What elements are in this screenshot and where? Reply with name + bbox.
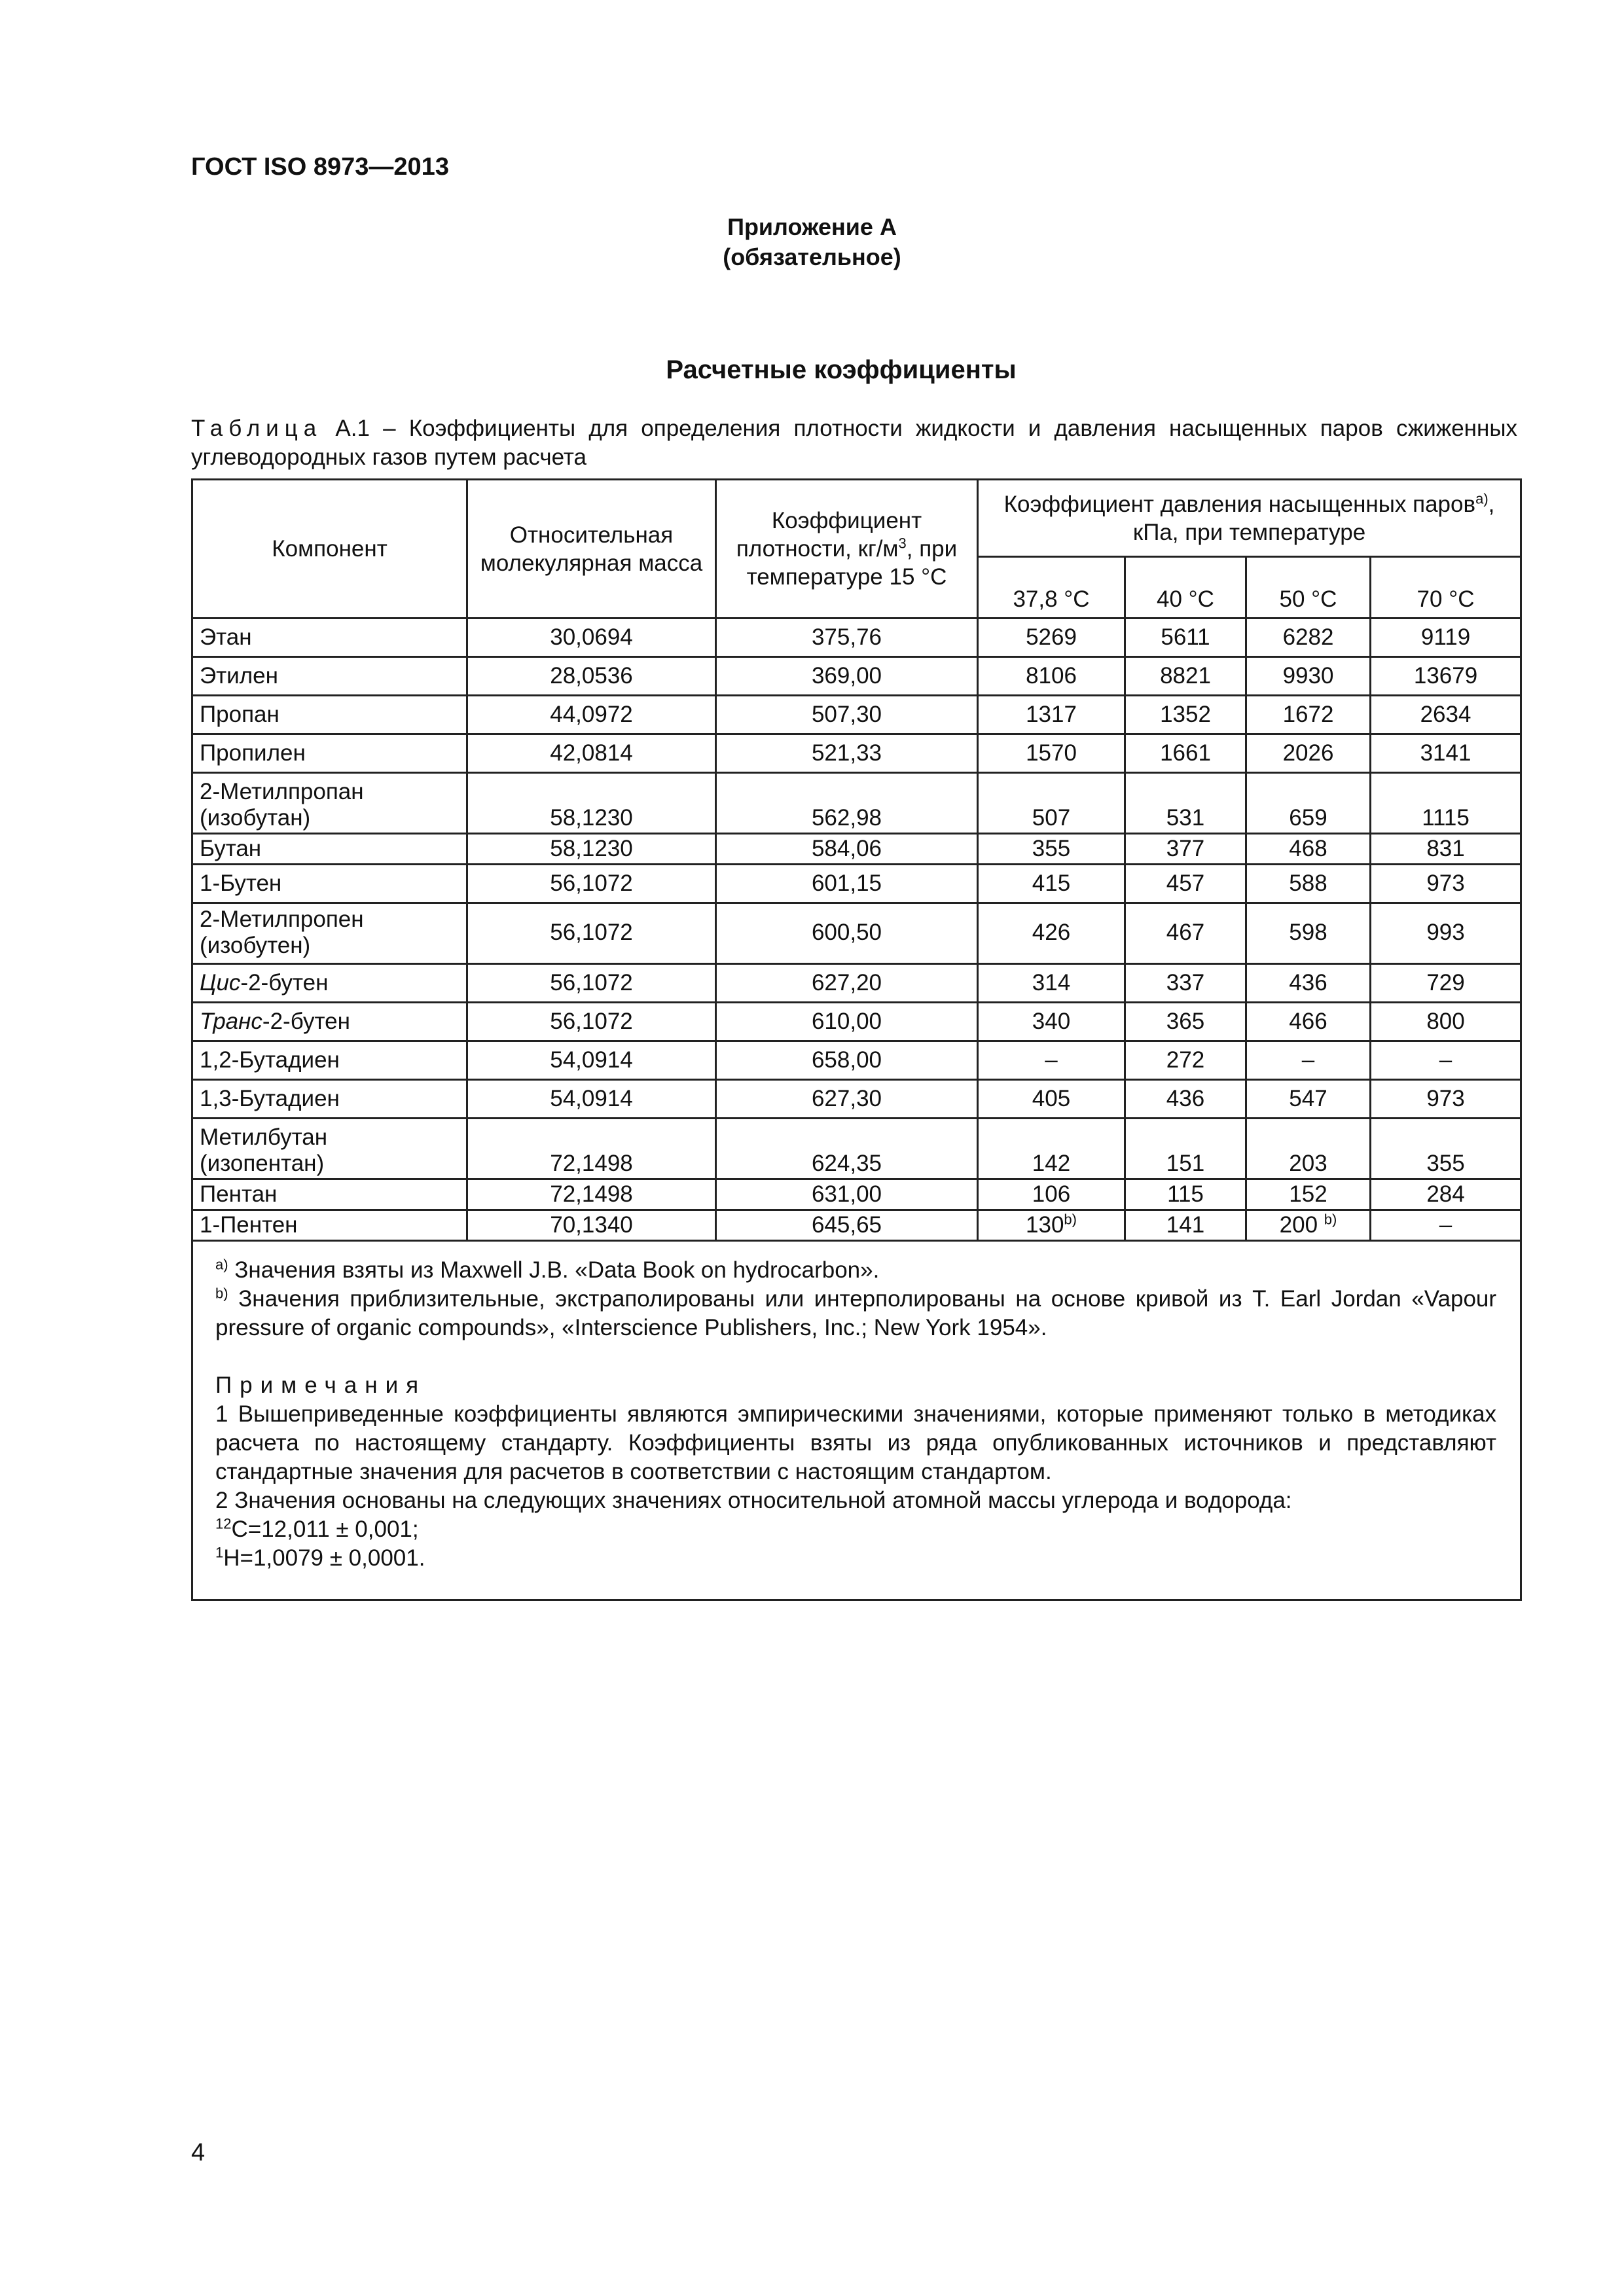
cell-pressure: 5269: [978, 619, 1125, 657]
page-number: 4: [191, 2139, 206, 2166]
cell-mass: 72,1498: [467, 1119, 716, 1179]
cell-pressure: 365: [1125, 1003, 1246, 1041]
cell-density: 627,30: [716, 1080, 978, 1119]
cell-pressure: –: [1246, 1041, 1371, 1080]
cell-pressure: 598: [1246, 903, 1371, 964]
cell-pressure: 130$^{b)}$: [978, 1210, 1125, 1241]
standard-header: ГОСТ ISO 8973—2013: [191, 153, 449, 181]
table-row: [192, 773, 1521, 834]
cell-mass: 58,1230: [467, 834, 716, 865]
cell-component: Цис-2-бутен: [192, 964, 467, 1003]
cell-density: 507,30: [716, 696, 978, 734]
cell-pressure: 8106: [978, 657, 1125, 696]
table-row: [192, 865, 1521, 903]
cell-mass: 70,1340: [467, 1210, 716, 1241]
cell-component: Бутан: [192, 834, 467, 865]
footnote-b: $^{b)}$ Значения приблизительные, экстраполированы или интерполированы на основе кривой из T. Earl Jordan «Vapour pressure of organic compounds», «Interscience Publishers, Inc.; New York 1954».: [215, 1285, 1497, 1340]
cell-pressure: 405: [978, 1080, 1125, 1119]
cell-density: 627,20: [716, 964, 978, 1003]
cell-pressure: 831: [1371, 834, 1521, 865]
header-molar-mass: Относительная молекулярная масса: [467, 480, 716, 619]
cell-density: 375,76: [716, 619, 978, 657]
cell-density: 624,35: [716, 1119, 978, 1179]
cell-component: 1,2-Бутадиен: [192, 1041, 467, 1080]
table-notes-row: [192, 1241, 1521, 1600]
notes-heading: Примечания: [215, 1372, 427, 1398]
cell-pressure: 436: [1246, 964, 1371, 1003]
header-temp-40: 40 °С: [1125, 557, 1246, 619]
cell-pressure: 1317: [978, 696, 1125, 734]
cell-pressure: 115: [1125, 1179, 1246, 1210]
header-component: Компонент: [192, 480, 467, 619]
cell-pressure: 272: [1125, 1041, 1246, 1080]
cell-pressure: 355: [978, 834, 1125, 865]
cell-pressure: 13679: [1371, 657, 1521, 696]
cell-mass: 44,0972: [467, 696, 716, 734]
table-caption-prefix: Таблица: [191, 416, 323, 441]
cell-pressure: 588: [1246, 865, 1371, 903]
cell-pressure: 3141: [1371, 734, 1521, 773]
table-row: [192, 834, 1521, 865]
cell-component: Этилен: [192, 657, 467, 696]
coefficients-table: [191, 478, 1522, 1601]
cell-component: 1-Бутен: [192, 865, 467, 903]
cell-pressure: 2026: [1246, 734, 1371, 773]
table-row: [192, 964, 1521, 1003]
cell-density: 645,65: [716, 1210, 978, 1241]
cell-component: Пентан: [192, 1179, 467, 1210]
cell-density: 369,00: [716, 657, 978, 696]
cell-pressure: 200 $^{b)}$: [1246, 1210, 1371, 1241]
cell-mass: 42,0814: [467, 734, 716, 773]
cell-component: Этан: [192, 619, 467, 657]
cell-component: 1,3-Бутадиен: [192, 1080, 467, 1119]
cell-mass: 56,1072: [467, 964, 716, 1003]
cell-component: 2-Метилпропен (изобутен): [192, 903, 467, 964]
cell-mass: 56,1072: [467, 903, 716, 964]
cell-pressure: 1115: [1371, 773, 1521, 834]
cell-pressure: 1352: [1125, 696, 1246, 734]
cell-pressure: 9119: [1371, 619, 1521, 657]
cell-mass: 56,1072: [467, 1003, 716, 1041]
table-row: [192, 1080, 1521, 1119]
cell-pressure: 203: [1246, 1119, 1371, 1179]
cell-pressure: 340: [978, 1003, 1125, 1041]
cell-pressure: 467: [1125, 903, 1246, 964]
cell-density: 521,33: [716, 734, 978, 773]
cell-pressure: 152: [1246, 1179, 1371, 1210]
cell-density: 631,00: [716, 1179, 978, 1210]
cell-pressure: 468: [1246, 834, 1371, 865]
table-row: [192, 1210, 1521, 1241]
cell-component: 1-Пентен: [192, 1210, 467, 1241]
cell-pressure: 729: [1371, 964, 1521, 1003]
table-caption-text: А.1 – Коэффициенты для определения плотности жидкости и давления насыщенных паров сжиженных углеводородных газов путем расчета: [191, 416, 1517, 470]
cell-pressure: 8821: [1125, 657, 1246, 696]
header-pressure: Коэффициент давления насыщенных паров$^{a)}$, кПа, при температуре: [978, 480, 1521, 557]
hydrogen-mass: $^1$Н=1,0079 ± 0,0001.: [215, 1544, 425, 1571]
note-1: 1 Вышеприведенные коэффициенты являются эмпирическими значениями, которые применяют только в методиках расчета по настоящему стандарту. Коэффициенты взяты из ряда опубликованных источников и представляют стандартные значения для расчетов в соответствии с настоящим стандартом.: [215, 1401, 1497, 1484]
cell-component: 2-Метилпропан (изобутан): [192, 773, 467, 834]
table-row: [192, 1119, 1521, 1179]
cell-pressure: 2634: [1371, 696, 1521, 734]
cell-pressure: 5611: [1125, 619, 1246, 657]
table-caption: [191, 414, 1517, 472]
cell-pressure: 507: [978, 773, 1125, 834]
appendix-title: Приложение А: [727, 213, 897, 240]
table-header-row: [192, 480, 1521, 557]
cell-density: 610,00: [716, 1003, 978, 1041]
cell-pressure: 531: [1125, 773, 1246, 834]
cell-pressure: 1661: [1125, 734, 1246, 773]
cell-pressure: –: [978, 1041, 1125, 1080]
table-row: [192, 1003, 1521, 1041]
cell-pressure: 151: [1125, 1119, 1246, 1179]
cell-pressure: 1672: [1246, 696, 1371, 734]
cell-pressure: 355: [1371, 1119, 1521, 1179]
section-title: Расчетные коэффициенты: [666, 355, 1017, 384]
cell-component: Пропилен: [192, 734, 467, 773]
cell-mass: 54,0914: [467, 1041, 716, 1080]
table-row: [192, 619, 1521, 657]
table-row: [192, 734, 1521, 773]
table-row: [192, 1041, 1521, 1080]
table-row: [192, 903, 1521, 964]
cell-pressure: 466: [1246, 1003, 1371, 1041]
cell-mass: 56,1072: [467, 865, 716, 903]
cell-pressure: 1570: [978, 734, 1125, 773]
table-row: [192, 696, 1521, 734]
cell-component: Транс-2-бутен: [192, 1003, 467, 1041]
header-temp-70: 70 °С: [1371, 557, 1521, 619]
cell-pressure: 800: [1371, 1003, 1521, 1041]
cell-density: 600,50: [716, 903, 978, 964]
cell-pressure: 426: [978, 903, 1125, 964]
note-2: 2 Значения основаны на следующих значениях относительной атомной массы углерода и водорода:: [215, 1488, 1292, 1513]
cell-density: 584,06: [716, 834, 978, 865]
cell-pressure: 106: [978, 1179, 1125, 1210]
cell-pressure: –: [1371, 1041, 1521, 1080]
cell-component: Метилбутан (изопентан): [192, 1119, 467, 1179]
cell-pressure: 415: [978, 865, 1125, 903]
footnote-a: $^{a)}$ Значения взяты из Maxwell J.B. «Data Book on hydrocarbon».: [215, 1256, 880, 1283]
cell-pressure: –: [1371, 1210, 1521, 1241]
carbon-mass: $^{12}$С=12,011 ± 0,001;: [215, 1515, 419, 1542]
cell-pressure: 973: [1371, 1080, 1521, 1119]
cell-component: Пропан: [192, 696, 467, 734]
cell-pressure: 337: [1125, 964, 1246, 1003]
cell-density: 562,98: [716, 773, 978, 834]
cell-pressure: 457: [1125, 865, 1246, 903]
header-temp-37-8: 37,8 °С: [978, 557, 1125, 619]
cell-pressure: 993: [1371, 903, 1521, 964]
cell-mass: 72,1498: [467, 1179, 716, 1210]
header-density: Коэффициент плотности, $кг/м^3$, при температуре 15 °С: [716, 480, 978, 619]
cell-pressure: 377: [1125, 834, 1246, 865]
cell-pressure: 659: [1246, 773, 1371, 834]
cell-pressure: 6282: [1246, 619, 1371, 657]
table-row: [192, 657, 1521, 696]
cell-pressure: 973: [1371, 865, 1521, 903]
cell-pressure: 436: [1125, 1080, 1246, 1119]
cell-mass: 54,0914: [467, 1080, 716, 1119]
cell-mass: 58,1230: [467, 773, 716, 834]
cell-density: 601,15: [716, 865, 978, 903]
cell-pressure: 314: [978, 964, 1125, 1003]
cell-mass: 30,0694: [467, 619, 716, 657]
cell-pressure: 547: [1246, 1080, 1371, 1119]
appendix-status: (обязательное): [723, 243, 901, 270]
header-temp-50: 50 °С: [1246, 557, 1371, 619]
cell-pressure: 142: [978, 1119, 1125, 1179]
cell-pressure: 9930: [1246, 657, 1371, 696]
appendix-heading: [0, 212, 1624, 272]
cell-mass: 28,0536: [467, 657, 716, 696]
table-notes: [192, 1241, 1521, 1600]
table-row: [192, 1179, 1521, 1210]
cell-pressure: 284: [1371, 1179, 1521, 1210]
cell-density: 658,00: [716, 1041, 978, 1080]
cell-pressure: 141: [1125, 1210, 1246, 1241]
